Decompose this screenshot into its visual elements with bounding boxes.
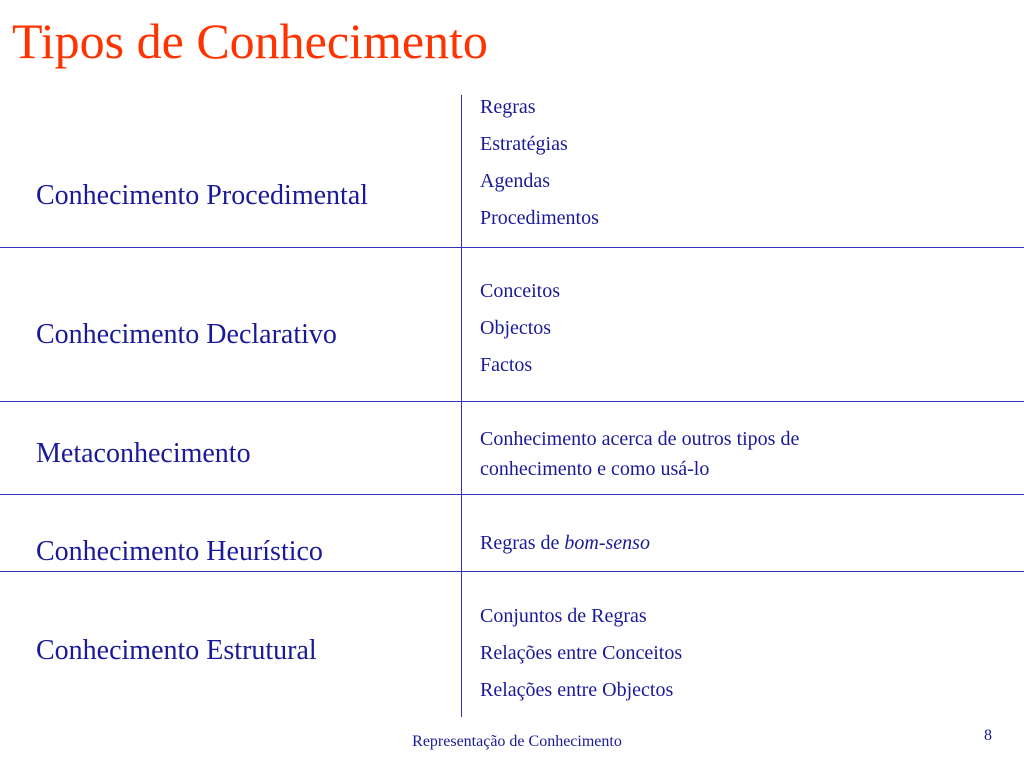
structural-examples: [480, 601, 1000, 705]
list-item: Conceitos: [480, 280, 560, 302]
slide-footer: Representação de Conhecimento: [412, 733, 622, 750]
column-divider: [461, 95, 462, 717]
knowledge-type-heuristic: Conhecimento Heurístico: [36, 536, 323, 567]
page-title: Tipos de Conhecimento: [12, 13, 488, 69]
declarative-examples: [480, 276, 1000, 380]
heuristic-description: [480, 528, 1000, 558]
description-line: conhecimento e como usá-lo: [480, 458, 710, 480]
list-item: Relações entre Objectos: [480, 679, 674, 701]
description-prefix: Regras de: [480, 532, 565, 554]
row-divider: [0, 247, 1024, 248]
knowledge-type-meta: Metaconhecimento: [36, 438, 251, 469]
row-divider: [0, 401, 1024, 402]
description-line: Conhecimento acerca de outros tipos de: [480, 428, 800, 450]
list-item: Procedimentos: [480, 207, 599, 229]
description-emphasis: bom-senso: [564, 532, 650, 554]
list-item: Factos: [480, 354, 533, 376]
knowledge-type-structural: Conhecimento Estrutural: [36, 635, 317, 666]
row-divider: [0, 494, 1024, 495]
knowledge-type-declarative: Conhecimento Declarativo: [36, 319, 337, 350]
list-item: Conjuntos de Regras: [480, 605, 647, 627]
list-item: Regras: [480, 96, 536, 118]
row-divider: [0, 571, 1024, 572]
list-item: Agendas: [480, 170, 550, 192]
list-item: Estratégias: [480, 133, 568, 155]
list-item: Relações entre Conceitos: [480, 642, 683, 664]
knowledge-type-procedural: Conhecimento Procedimental: [36, 180, 369, 211]
page-number: 8: [984, 727, 992, 744]
meta-description: [480, 424, 1000, 484]
procedural-examples: [480, 92, 1000, 233]
list-item: Objectos: [480, 317, 552, 339]
